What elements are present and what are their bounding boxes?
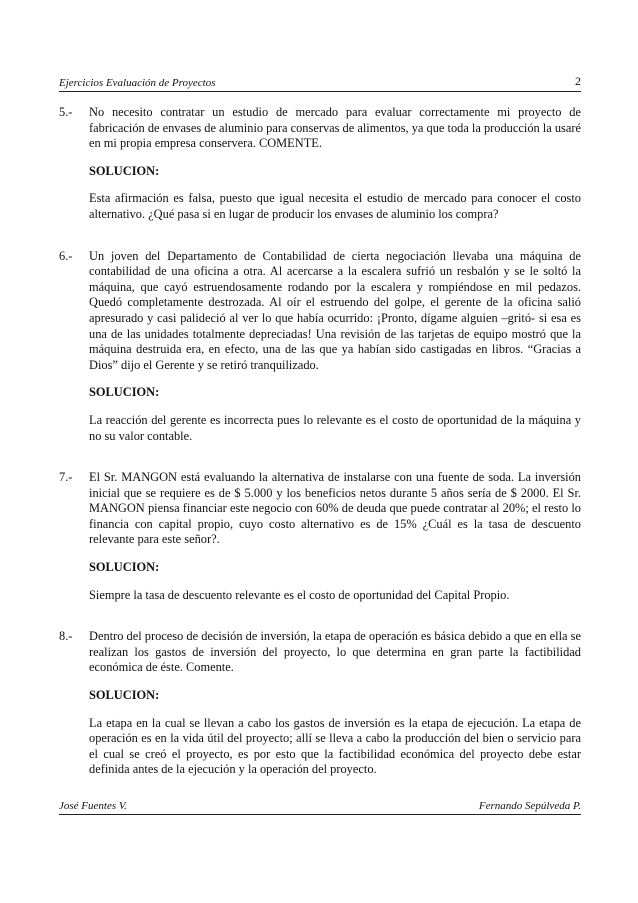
exercise-question: El Sr. MANGON está evaluando la alternativa de instalarse con una fuente de soda. La inversión inicial que se requiere es de $ 5.000 y los beneficios netos durante 5 años sería de $ 2000. El Sr. MANGON piensa financiar este negocio con 60% de deuda que puede contratar al 20%; el resto lo financia con capital propio, cuyo costo alternativo es de 15% ¿Cuál es la tasa de descuento relevante para este señor?. [89,470,581,547]
exercise-answer: Esta afirmación es falsa, puesto que igual necesita el estudio de mercado para conocer el costo alternativo. ¿Qué pasa si en lugar de producir los envases de aluminio los compra? [89,191,581,221]
solution-label: SOLUCION: [89,385,160,400]
solution-label: SOLUCION: [89,560,160,575]
exercise-question: Un joven del Departamento de Contabilidad de cierta negociación llevaba una máquina de contabilidad de una oficina a otra. Al acercarse a la escalera sufrió un resbalón y se le soltó la máquina, que cayó estruendosamente rodando por la escalera y rompiéndose en mil pedazos. Quedó completamente destrozada. Al oír el estruendo del golpe, el gerente de la oficina salió apresurado y casi palideció al ver lo que había ocurrido: ¡Pronto, dígame alguien –gritó- si esa es una de las unidades totalmente depreciadas! Una revisión de las tarjetas de equipo mostró que la máquina destruida era, en efecto, una de las que ya habían sido castigadas en libros. “Gracias a Dios” dijo el Gerente y se retiró tranquilizado. [89,248,581,372]
footer-author-left: José Fuentes V. [59,800,127,812]
page-header [59,74,581,92]
exercise-number: 8.- [59,629,73,644]
page-footer [59,800,581,815]
footer-author-right: Fernando Sepúlveda P. [478,800,581,812]
exercise-number: 6.- [59,248,73,263]
solution-label: SOLUCION: [89,688,160,703]
exercise-question: No necesito contratar un estudio de mercado para evaluar correctamente mi proyecto de fabricación de envases de aluminio para conservas de alimentos, ya que toda la producción la usaré en mi propia empresa conservera. COMENTE. [89,105,581,151]
exercise-answer: La etapa en la cual se llevan a cabo los gastos de inversión es la etapa de ejecución. La etapa de operación es en la vida útil del proyecto; allí se lleva a cabo la producción del bien o servicio para el cual se creó el proyecto, es por esto que la factibilidad económica del proyecto debe estar definida antes de la ejecución y la operación del proyecto. [89,715,581,777]
exercise-question: Dentro del proceso de decisión de inversión, la etapa de operación es básica debido a que en ella se realizan los gastos de inversión del proyecto, lo que determina en gran parte la factibilidad económica de éste. Comente. [89,629,581,675]
exercise-number: 7.- [59,470,73,485]
exercise-answer: Siempre la tasa de descuento relevante es el costo de oportunidad del Capital Propio. [89,587,510,602]
exercise-8 [59,629,581,778]
solution-label: SOLUCION: [89,163,160,178]
exercise-6 [59,249,581,445]
header-title: Ejercicios Evaluación de Proyectos [59,77,216,89]
exercise-number: 5.- [59,105,73,119]
exercise-5 [59,105,581,223]
exercise-7 [59,470,581,603]
document-body [59,105,581,778]
page-number: 2 [575,74,581,88]
exercise-answer: La reacción del gerente es incorrecta pues lo relevante es el costo de oportunidad de la máquina y no su valor contable. [89,412,581,443]
